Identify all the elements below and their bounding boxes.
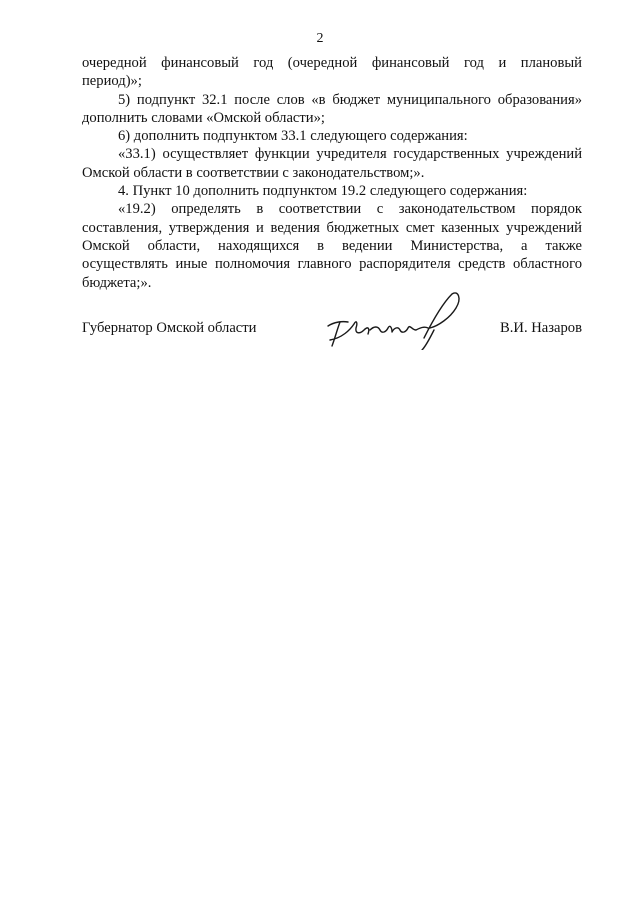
signature-block xyxy=(82,316,582,356)
body-line-8: 4. Пункт 10 дополнить подпунктом 19.2 следующего содержания: xyxy=(118,183,528,200)
body-line-1: очередной финансовый год (очередной финансовый год и плановый xyxy=(82,55,582,71)
document-body xyxy=(82,54,582,292)
handwritten-signature-icon xyxy=(320,290,470,350)
signatory-name: В.И. Назаров xyxy=(500,320,582,336)
body-line-6: «33.1) осуществляет функции учредителя государственных учреждений xyxy=(118,146,582,163)
body-line-2: период)»; xyxy=(82,73,142,90)
page-number: 2 xyxy=(316,31,324,46)
body-line-4: дополнить словами «Омской области»; xyxy=(82,109,325,126)
body-line-5: 6) дополнить подпунктом 33.1 следующего содержания: xyxy=(118,128,468,145)
body-line-10: составления, утверждения и ведения бюджетных смет казенных учреждений xyxy=(82,219,582,236)
body-line-13: бюджета;». xyxy=(82,274,152,291)
body-line-12: осуществлять иные полномочия главного распорядителя средств областного xyxy=(82,256,582,273)
body-line-3: 5) подпункт 32.1 после слов «в бюджет муниципального образования» xyxy=(118,91,582,108)
signatory-title: Губернатор Омской области xyxy=(82,320,257,336)
body-line-9: «19.2) определять в соответствии с законодательством порядок xyxy=(118,201,582,218)
body-line-11: Омской области, находящихся в ведении Министерства, а также xyxy=(82,237,582,254)
body-line-7: Омской области в соответствии с законодательством;». xyxy=(82,164,425,181)
